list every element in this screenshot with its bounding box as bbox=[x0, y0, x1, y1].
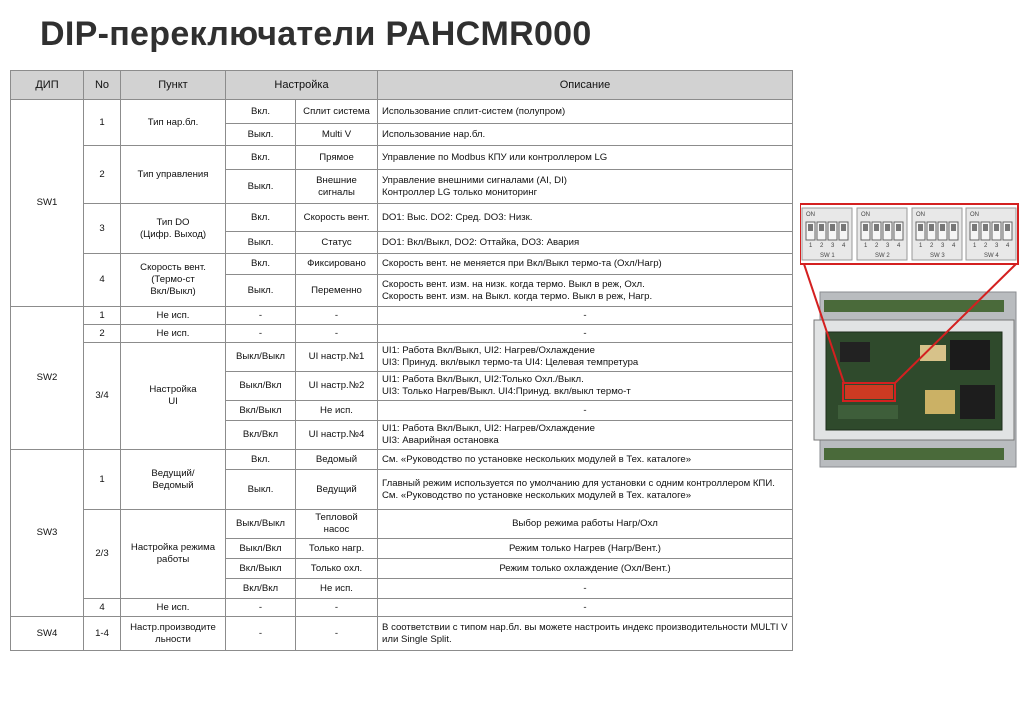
sw1-label: SW 1 bbox=[820, 253, 835, 259]
description-cell: Управление по Modbus КПУ или контроллером LG bbox=[378, 146, 793, 170]
dip-switch-sw1 bbox=[802, 208, 852, 260]
description-cell: - bbox=[378, 307, 793, 325]
table-row bbox=[11, 100, 793, 124]
board-dip-switches bbox=[845, 385, 893, 399]
sw3-pin-2: 2 bbox=[930, 243, 934, 249]
dip-switch-sw4 bbox=[966, 208, 1016, 260]
table-row bbox=[11, 450, 793, 470]
item-cell: Настройка UI bbox=[121, 343, 226, 450]
description-cell: Режим только Нагрев (Нагр/Вент.) bbox=[378, 539, 793, 559]
description-cell: Режим только охлаждение (Охл/Вент.) bbox=[378, 559, 793, 579]
description-cell: - bbox=[378, 579, 793, 599]
sw1-pin-1: 1 bbox=[809, 243, 813, 249]
description-cell: Скорость вент. изм. на низк. когда термо. Выкл в реж, Охл. Скорость вент. изм. на Выкл. когда термо. Выкл в реж, Нагр. bbox=[378, 275, 793, 307]
setting-mode-cell: - bbox=[296, 325, 378, 343]
setting-mode-cell: - bbox=[296, 599, 378, 617]
sw2-pin-2: 2 bbox=[875, 243, 879, 249]
setting-mode-cell: UI настр.№1 bbox=[296, 343, 378, 372]
sw1-pin-2: 2 bbox=[820, 243, 824, 249]
bottom-terminals bbox=[824, 448, 1004, 460]
sw4-pin-1: 1 bbox=[973, 243, 977, 249]
description-cell: Использование нар.бл. bbox=[378, 124, 793, 146]
table-row bbox=[11, 343, 793, 372]
description-cell: Скорость вент. не меняется при Вкл/Выкл термо-та (Охл/Нагр) bbox=[378, 254, 793, 275]
no-cell: 2 bbox=[84, 325, 121, 343]
setting-mode-cell: Скорость вент. bbox=[296, 204, 378, 232]
sw4-on-label: ON bbox=[970, 212, 979, 218]
item-cell: Тип DO (Цифр. Выход) bbox=[121, 204, 226, 254]
no-cell: 4 bbox=[84, 599, 121, 617]
no-cell: 2 bbox=[84, 146, 121, 204]
sw2-pin-3: 3 bbox=[886, 243, 890, 249]
setting-mode-cell: Multi V bbox=[296, 124, 378, 146]
setting-state-cell: Выкл/Вкл bbox=[226, 539, 296, 559]
no-cell: 2/3 bbox=[84, 510, 121, 599]
sw1-pin-4: 4 bbox=[842, 243, 846, 249]
item-cell: Настройка режима работы bbox=[121, 510, 226, 599]
setting-state-cell: - bbox=[226, 599, 296, 617]
setting-state-cell: Выкл. bbox=[226, 470, 296, 510]
item-cell: Настр.производите льности bbox=[121, 617, 226, 651]
setting-state-cell: Вкл. bbox=[226, 100, 296, 124]
dip-cell: SW3 bbox=[11, 450, 84, 617]
sw3-pin-1: 1 bbox=[919, 243, 923, 249]
table-row bbox=[11, 146, 793, 170]
dip-switch-sw3 bbox=[912, 208, 962, 260]
sw4-pin-2: 2 bbox=[984, 243, 988, 249]
item-cell: Тип нар.бл. bbox=[121, 100, 226, 146]
no-cell: 1 bbox=[84, 450, 121, 510]
setting-mode-cell: Ведущий bbox=[296, 470, 378, 510]
setting-state-cell: Вкл/Выкл bbox=[226, 559, 296, 579]
page-title: DIP-переключатели PAHCMR000 bbox=[40, 15, 592, 53]
table-row bbox=[11, 510, 793, 539]
setting-state-cell: Вкл/Вкл bbox=[226, 421, 296, 450]
no-cell: 1 bbox=[84, 100, 121, 146]
no-cell: 4 bbox=[84, 254, 121, 307]
setting-state-cell: Выкл. bbox=[226, 170, 296, 204]
setting-mode-cell: Только охл. bbox=[296, 559, 378, 579]
table-row bbox=[11, 254, 793, 275]
table-row bbox=[11, 204, 793, 232]
setting-mode-cell: Переменно bbox=[296, 275, 378, 307]
setting-mode-cell: UI настр.№4 bbox=[296, 421, 378, 450]
setting-state-cell: Выкл. bbox=[226, 232, 296, 254]
table-header-row bbox=[11, 71, 793, 100]
sw1-pin-3: 3 bbox=[831, 243, 835, 249]
setting-state-cell: Вкл/Вкл bbox=[226, 579, 296, 599]
item-cell: Тип управления bbox=[121, 146, 226, 204]
sw2-label: SW 2 bbox=[875, 253, 890, 259]
description-cell: Выбор режима работы Нагр/Охл bbox=[378, 510, 793, 539]
setting-mode-cell: Тепловой насос bbox=[296, 510, 378, 539]
sw3-label: SW 3 bbox=[930, 253, 945, 259]
sw3-pin-3: 3 bbox=[941, 243, 945, 249]
setting-state-cell: - bbox=[226, 325, 296, 343]
description-cell: - bbox=[378, 599, 793, 617]
sw2-on-label: ON bbox=[861, 212, 870, 218]
description-cell: - bbox=[378, 401, 793, 421]
item-cell: Скорость вент. (Термо-ст Вкл/Выкл) bbox=[121, 254, 226, 307]
setting-state-cell: Вкл. bbox=[226, 204, 296, 232]
description-cell: - bbox=[378, 325, 793, 343]
setting-mode-cell: Не исп. bbox=[296, 579, 378, 599]
sw1-on-label: ON bbox=[806, 212, 815, 218]
setting-state-cell: Выкл. bbox=[226, 124, 296, 146]
description-cell: В соответствии с типом нар.бл. вы можете настроить индекс производительности MULTI V или Single Split. bbox=[378, 617, 793, 651]
table-row bbox=[11, 325, 793, 343]
sw4-pin-3: 3 bbox=[995, 243, 999, 249]
dip-cell: SW4 bbox=[11, 617, 84, 651]
description-cell: Главный режим используется по умолчанию для установки с одним контроллером КПИ. См. «Руководство по установке нескольких модулей в Тех. каталоге» bbox=[378, 470, 793, 510]
header-dip: ДИП bbox=[11, 71, 84, 100]
sw4-pin-4: 4 bbox=[1006, 243, 1010, 249]
dip-table bbox=[10, 70, 793, 651]
description-cell: UI1: Работа Вкл/Выкл, UI2: Нагрев/Охлаждение UI3: Принуд. вкл/выкл термо-та UI4: Целевая темпретура bbox=[378, 343, 793, 372]
sw2-pin-1: 1 bbox=[864, 243, 868, 249]
controller-board-drawing bbox=[800, 200, 1020, 480]
setting-mode-cell: Не исп. bbox=[296, 401, 378, 421]
table-row bbox=[11, 307, 793, 325]
header-description: Описание bbox=[378, 71, 793, 100]
description-cell: UI1: Работа Вкл/Выкл, UI2: Нагрев/Охлаждение UI3: Аварийная остановка bbox=[378, 421, 793, 450]
setting-state-cell: Вкл. bbox=[226, 146, 296, 170]
setting-mode-cell: Статус bbox=[296, 232, 378, 254]
setting-state-cell: Вкл. bbox=[226, 450, 296, 470]
setting-mode-cell: UI настр.№2 bbox=[296, 372, 378, 401]
item-cell: Ведущий/ Ведомый bbox=[121, 450, 226, 510]
dip-switch-blocks bbox=[802, 208, 1016, 260]
no-cell: 1-4 bbox=[84, 617, 121, 651]
item-cell: Не исп. bbox=[121, 307, 226, 325]
sw4-label: SW 4 bbox=[984, 253, 999, 259]
setting-mode-cell: Фиксировано bbox=[296, 254, 378, 275]
setting-mode-cell: Ведомый bbox=[296, 450, 378, 470]
sw2-pin-4: 4 bbox=[897, 243, 901, 249]
setting-state-cell: Выкл/Выкл bbox=[226, 510, 296, 539]
setting-mode-cell: - bbox=[296, 617, 378, 651]
dip-cell: SW1 bbox=[11, 100, 84, 307]
dip-cell: SW2 bbox=[11, 307, 84, 450]
setting-state-cell: Вкл. bbox=[226, 254, 296, 275]
no-cell: 3 bbox=[84, 204, 121, 254]
setting-state-cell: Выкл/Выкл bbox=[226, 343, 296, 372]
setting-mode-cell: Внешние сигналы bbox=[296, 170, 378, 204]
setting-state-cell: Выкл/Вкл bbox=[226, 372, 296, 401]
header-item: Пункт bbox=[121, 71, 226, 100]
header-setting: Настройка bbox=[226, 71, 378, 100]
no-cell: 3/4 bbox=[84, 343, 121, 450]
table-row bbox=[11, 599, 793, 617]
dip-switch-sw2 bbox=[857, 208, 907, 260]
description-cell: DO1: Выс. DO2: Сред. DO3: Низк. bbox=[378, 204, 793, 232]
item-cell: Не исп. bbox=[121, 599, 226, 617]
description-cell: DO1: Вкл/Выкл, DO2: Оттайка, DO3: Авария bbox=[378, 232, 793, 254]
setting-mode-cell: - bbox=[296, 307, 378, 325]
description-cell: См. «Руководство по установке нескольких модулей в Тех. каталоге» bbox=[378, 450, 793, 470]
controller-illustration bbox=[800, 200, 1020, 480]
setting-mode-cell: Сплит система bbox=[296, 100, 378, 124]
setting-mode-cell: Прямое bbox=[296, 146, 378, 170]
dip-table-wrapper bbox=[10, 70, 792, 651]
description-cell: UI1: Работа Вкл/Выкл, UI2:Только Охл./Выкл. UI3: Только Нагрев/Выкл. UI4:Принуд. вкл/выкл термо-т bbox=[378, 372, 793, 401]
header-no: No bbox=[84, 71, 121, 100]
controller-housing bbox=[814, 292, 1016, 467]
item-cell: Не исп. bbox=[121, 325, 226, 343]
table-row bbox=[11, 617, 793, 651]
setting-state-cell: - bbox=[226, 307, 296, 325]
setting-mode-cell: Только нагр. bbox=[296, 539, 378, 559]
setting-state-cell: Вкл/Выкл bbox=[226, 401, 296, 421]
setting-state-cell: Выкл. bbox=[226, 275, 296, 307]
setting-state-cell: - bbox=[226, 617, 296, 651]
description-cell: Использование сплит-систем (полупром) bbox=[378, 100, 793, 124]
sw3-pin-4: 4 bbox=[952, 243, 956, 249]
no-cell: 1 bbox=[84, 307, 121, 325]
description-cell: Управление внешними сигналами (AI, DI) Контроллер LG только мониторинг bbox=[378, 170, 793, 204]
sw3-on-label: ON bbox=[916, 212, 925, 218]
